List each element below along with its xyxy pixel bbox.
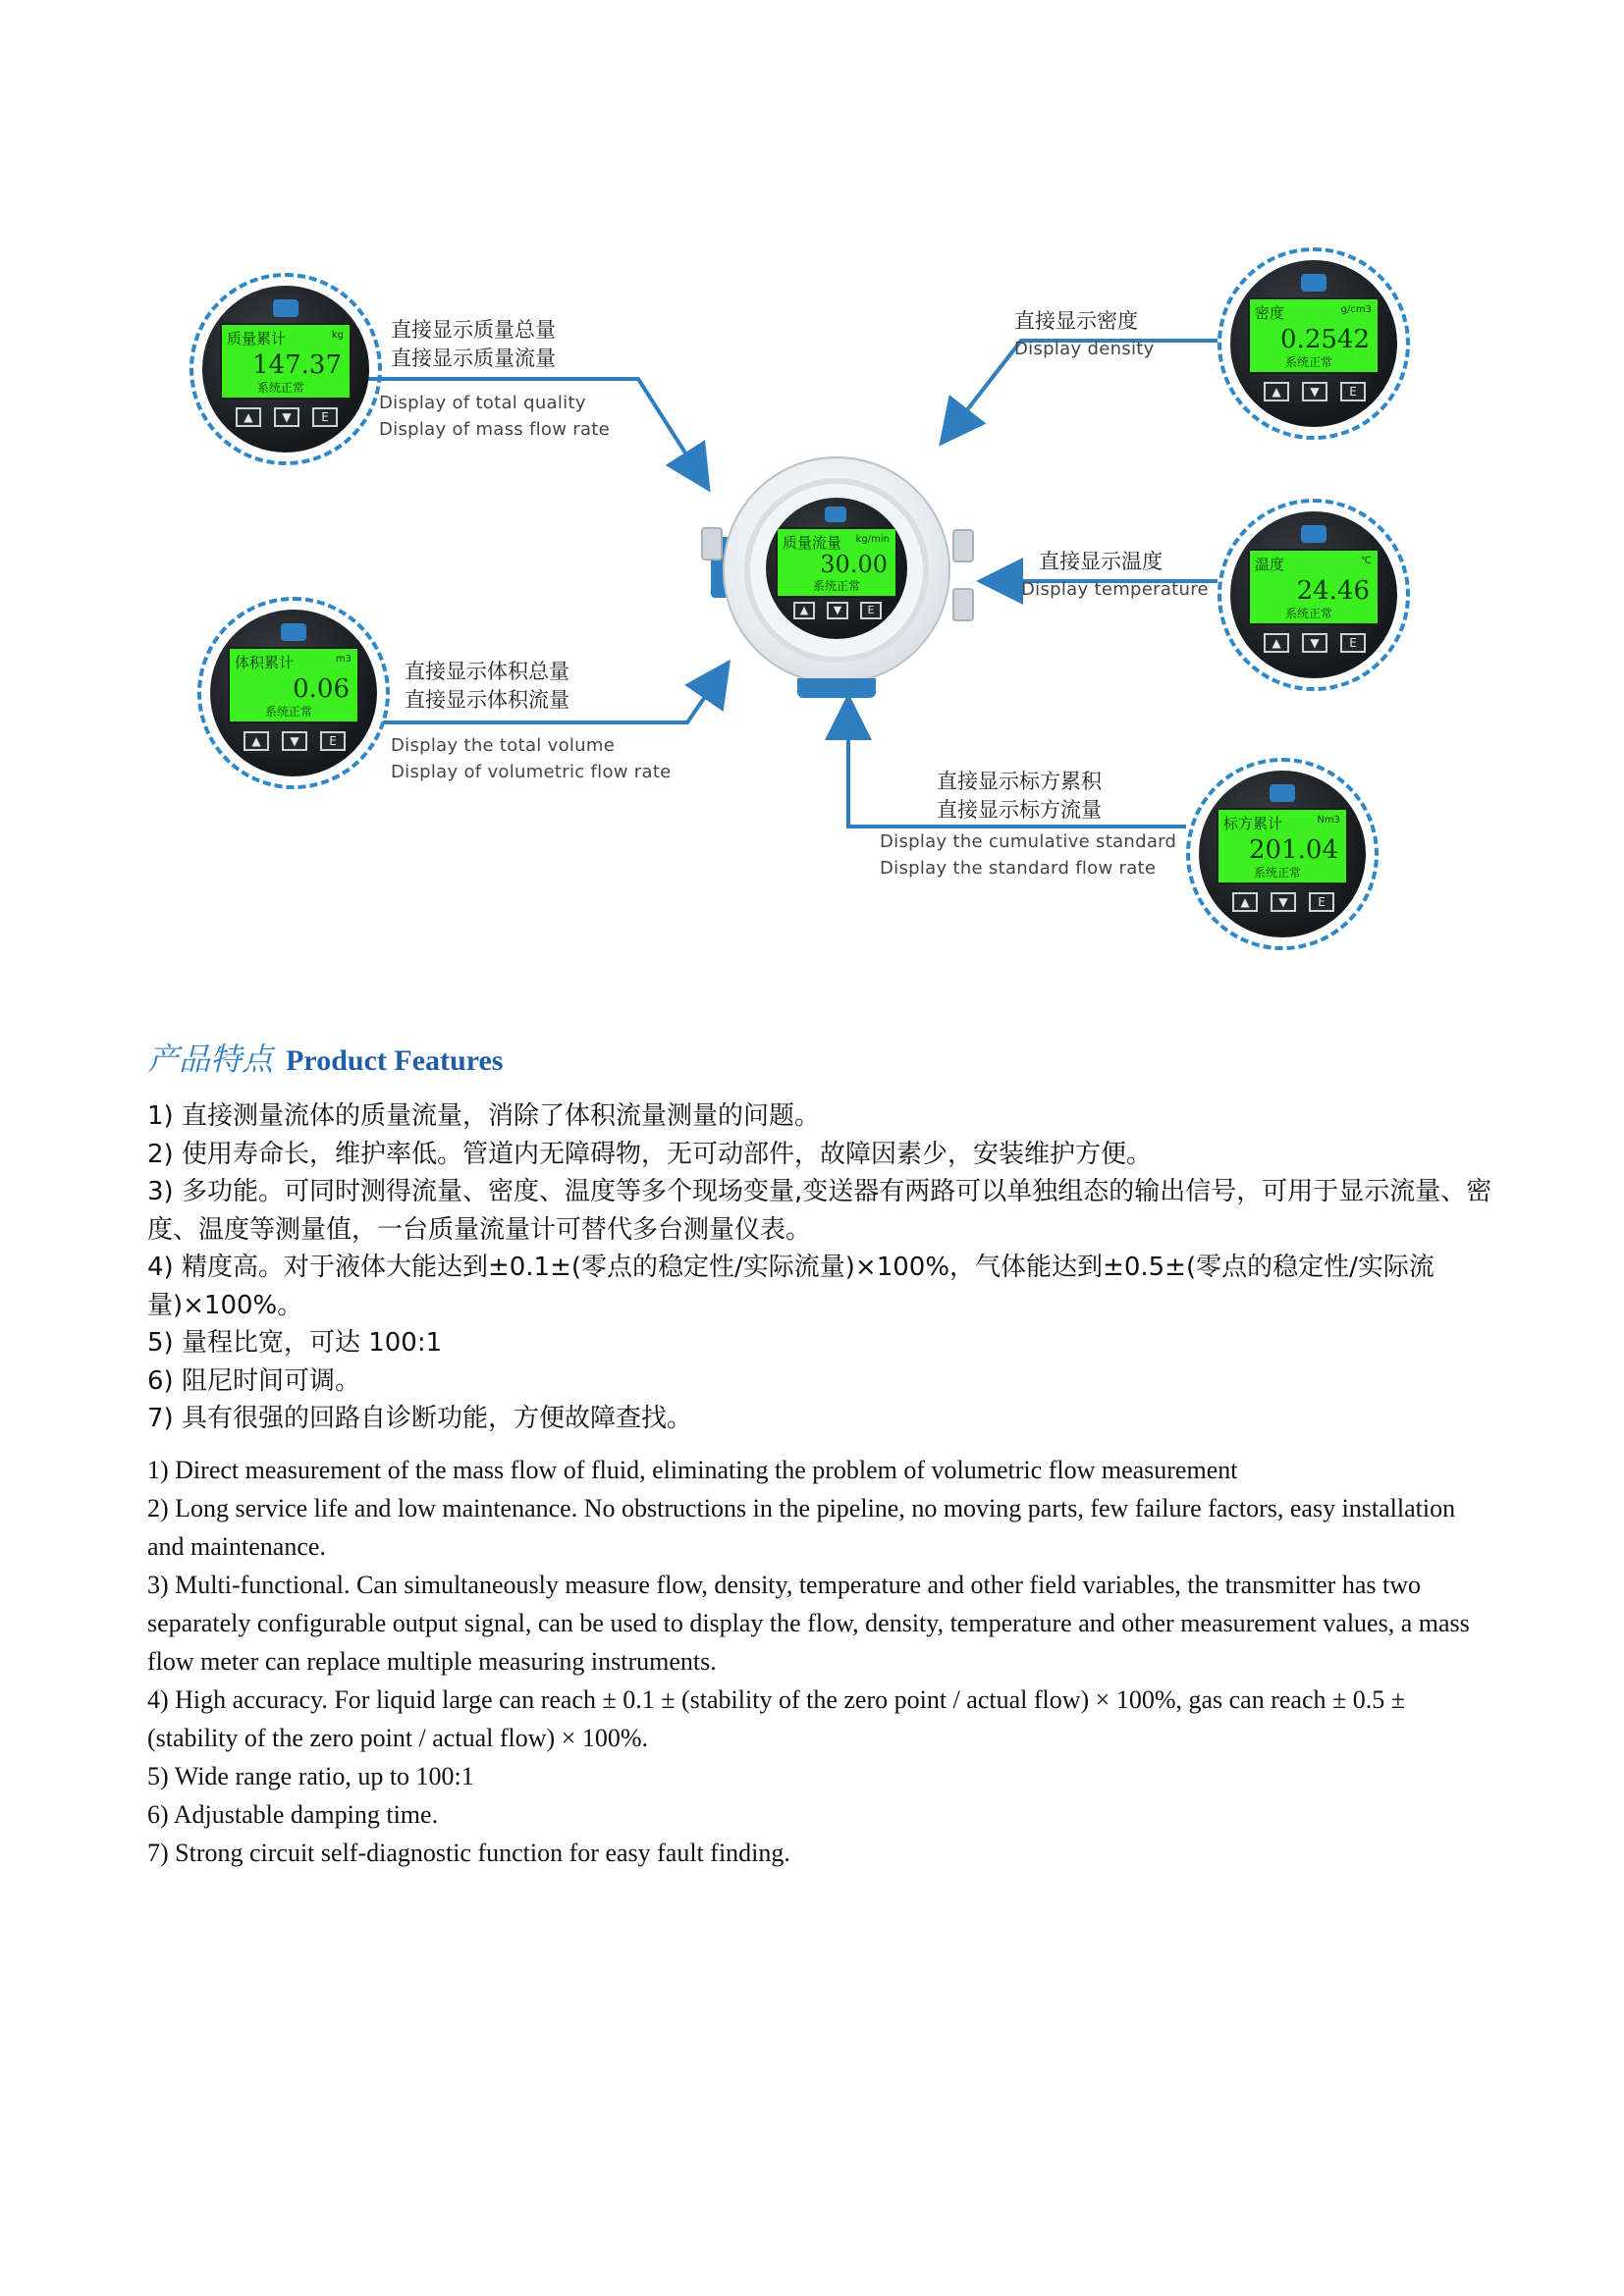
- lcd-screen: [776, 527, 897, 598]
- brand-logo-icon: [1270, 784, 1295, 802]
- caption-line: Display of total quality: [379, 393, 586, 413]
- enter-button-icon: E: [1340, 382, 1366, 401]
- list-item: 7) 具有很强的回路自诊断功能，方便故障查找。: [147, 1404, 692, 1433]
- enter-button-icon: E: [320, 731, 346, 751]
- screen-status: 系统正常: [257, 381, 305, 395]
- list-item: 4) 精度高。对于液体大能达到±0.1±(零点的稳定性/实际流量)×100%，气体能达到±0.5±(零点的稳定性/实际流量)×100%。: [147, 1253, 1435, 1320]
- list-item: 4) High accuracy. For liquid large can reach ± 0.1 ± (stability of the zero point / actual flow) × 100%, gas can reach ± 0.5 ± (stability of the zero point / actual flow) × 100%.: [147, 1685, 1406, 1752]
- caption-standard-en: [880, 828, 1176, 881]
- list-item: 1) 直接测量流体的质量流量，消除了体积流量测量的问题。: [147, 1101, 820, 1131]
- screen-value: 0.06: [293, 674, 350, 704]
- list-item: 2) 使用寿命长，维护率低。管道内无障碍物，无可动部件，故障因素少，安装维护方便。: [147, 1139, 1152, 1169]
- down-button-icon: ▼: [274, 407, 299, 427]
- screen-unit: kg: [331, 330, 344, 341]
- list-item: 6) Adjustable damping time.: [147, 1800, 439, 1829]
- caption-line: 直接显示质量流量: [391, 347, 556, 370]
- up-button-icon: ▲: [793, 602, 815, 619]
- brand-logo-icon: [1301, 274, 1326, 292]
- screen-value: 24.46: [1296, 576, 1370, 606]
- caption-mass-zh: [391, 316, 556, 373]
- caption-density: [1014, 307, 1155, 362]
- screen-unit: m3: [335, 654, 352, 665]
- caption-volume-en: [391, 732, 672, 785]
- screen-status: 系统正常: [265, 705, 313, 719]
- down-button-icon: ▼: [1302, 382, 1327, 401]
- lcd-screen: [228, 647, 359, 723]
- caption-line: 直接显示体积总量: [405, 660, 569, 683]
- caption-line: Display the total volume: [391, 735, 616, 756]
- brand-logo-icon: [273, 299, 298, 317]
- caption-line: 直接显示标方流量: [937, 798, 1102, 822]
- section-heading: [147, 1035, 503, 1080]
- cable-port-right-top: [952, 529, 974, 562]
- screen-unit: ℃: [1360, 556, 1372, 566]
- up-button-icon: ▲: [1264, 382, 1289, 401]
- screen-unit: g/cm3: [1340, 304, 1372, 315]
- enter-button-icon: E: [1340, 633, 1366, 653]
- down-button-icon: ▼: [1271, 892, 1296, 912]
- list-item: 3) Multi-functional. Can simultaneously measure flow, density, temperature and other field variables, the transmitter has two separately configurable output signal, can be used to display the flow, density, temperature and other measurement values, a mass flow meter can replace multiple measuring instruments.: [147, 1571, 1470, 1676]
- transmitter-image: [689, 456, 976, 700]
- caption-line: Display density: [1014, 339, 1155, 359]
- display-feature-diagram: [0, 0, 1624, 991]
- display-density: [1218, 247, 1410, 440]
- brand-logo-icon: [825, 507, 846, 522]
- list-item: 5) Wide range ratio, up to 100:1: [147, 1762, 474, 1790]
- down-button-icon: ▼: [827, 602, 848, 619]
- list-item: 2) Long service life and low maintenance. No obstructions in the pipeline, no moving parts, few failure factors, easy installation and maintenance.: [147, 1494, 1456, 1561]
- enter-button-icon: E: [312, 407, 338, 427]
- caption-line: 直接显示温度: [1039, 550, 1163, 573]
- transmitter-display: [766, 498, 907, 639]
- list-item: 1) Direct measurement of the mass flow of fluid, eliminating the problem of volumetric flow measurement: [147, 1456, 1238, 1484]
- features-list-zh: [147, 1097, 1492, 1438]
- lcd-buttons: [793, 602, 882, 623]
- caption-line: Display of mass flow rate: [379, 419, 611, 440]
- lcd-screen: [1248, 549, 1380, 625]
- display-temperature: [1218, 499, 1410, 691]
- screen-status: 系统正常: [1285, 355, 1333, 369]
- display-volume: [197, 597, 390, 789]
- lcd-buttons: [1264, 633, 1366, 655]
- display-density-face: [1230, 260, 1397, 427]
- down-button-icon: ▼: [1302, 633, 1327, 653]
- heading-zh: 产品特点: [147, 1041, 274, 1078]
- down-button-icon: ▼: [282, 731, 307, 751]
- screen-status: 系统正常: [1285, 607, 1333, 620]
- enter-button-icon: E: [860, 602, 882, 619]
- list-item: 7) Strong circuit self-diagnostic function for easy fault finding.: [147, 1839, 790, 1867]
- screen-label: 质量流量: [783, 534, 842, 552]
- screen-label: 质量累计: [227, 330, 287, 347]
- brand-logo-icon: [1301, 525, 1326, 543]
- lcd-screen: [220, 323, 352, 400]
- caption-line: 直接显示标方累积: [937, 770, 1102, 793]
- lcd-buttons: [244, 731, 346, 753]
- screen-value: 30.00: [820, 551, 888, 578]
- up-button-icon: ▲: [1232, 892, 1258, 912]
- features-list-en: [147, 1451, 1492, 1872]
- screen-unit: kg/min: [855, 534, 890, 545]
- caption-line: Display of volumetric flow rate: [391, 762, 672, 782]
- screen-value: 147.37: [252, 350, 342, 380]
- screen-label: 温度: [1255, 556, 1285, 573]
- lcd-screen: [1217, 808, 1348, 884]
- caption-line: Display the cumulative standard: [880, 831, 1177, 852]
- brand-logo-icon: [281, 623, 306, 641]
- caption-line: 直接显示密度: [1014, 309, 1138, 333]
- lcd-buttons: [236, 407, 338, 429]
- caption-temperature: [1021, 548, 1209, 603]
- screen-unit: Nm3: [1317, 815, 1340, 826]
- list-item: 3) 多功能。可同时测得流量、密度、温度等多个现场变量,变送器有两路可以单独组态的输出信号，可用于显示流量、密度、温度等测量值，一台质量流量计可替代多台测量仪表。: [147, 1177, 1492, 1245]
- lcd-buttons: [1232, 892, 1334, 914]
- display-mass-face: [202, 286, 369, 453]
- display-volume-face: [210, 610, 377, 776]
- caption-line: Display the standard flow rate: [880, 858, 1157, 879]
- display-temperature-face: [1230, 511, 1397, 678]
- up-button-icon: ▲: [236, 407, 261, 427]
- caption-volume-zh: [405, 658, 569, 715]
- enter-button-icon: E: [1309, 892, 1334, 912]
- display-standard-face: [1199, 771, 1366, 937]
- caption-standard-zh: [937, 768, 1102, 825]
- caption-line: Display temperature: [1021, 579, 1209, 600]
- screen-status: 系统正常: [1254, 866, 1302, 880]
- transmitter-base: [797, 678, 876, 698]
- screen-label: 标方累计: [1223, 815, 1283, 832]
- lcd-buttons: [1264, 382, 1366, 403]
- screen-value: 0.2542: [1280, 325, 1370, 354]
- display-standard: [1186, 758, 1379, 950]
- screen-label: 体积累计: [235, 654, 295, 671]
- screen-label: 密度: [1255, 304, 1285, 322]
- screen-status: 系统正常: [813, 579, 861, 593]
- caption-mass-en: [379, 390, 610, 443]
- up-button-icon: ▲: [244, 731, 269, 751]
- list-item: 6) 阻尼时间可调。: [147, 1365, 360, 1396]
- lcd-screen: [1248, 297, 1380, 374]
- cable-port-left: [701, 527, 723, 561]
- up-button-icon: ▲: [1264, 633, 1289, 653]
- caption-line: 直接显示体积流量: [405, 688, 569, 712]
- display-mass: [189, 273, 382, 465]
- heading-en: Product Features: [286, 1044, 504, 1077]
- cable-port-right-bottom: [952, 588, 974, 621]
- list-item: 5) 量程比宽，可达 100:1: [147, 1328, 443, 1358]
- screen-value: 201.04: [1249, 835, 1338, 865]
- caption-line: 直接显示质量总量: [391, 318, 556, 342]
